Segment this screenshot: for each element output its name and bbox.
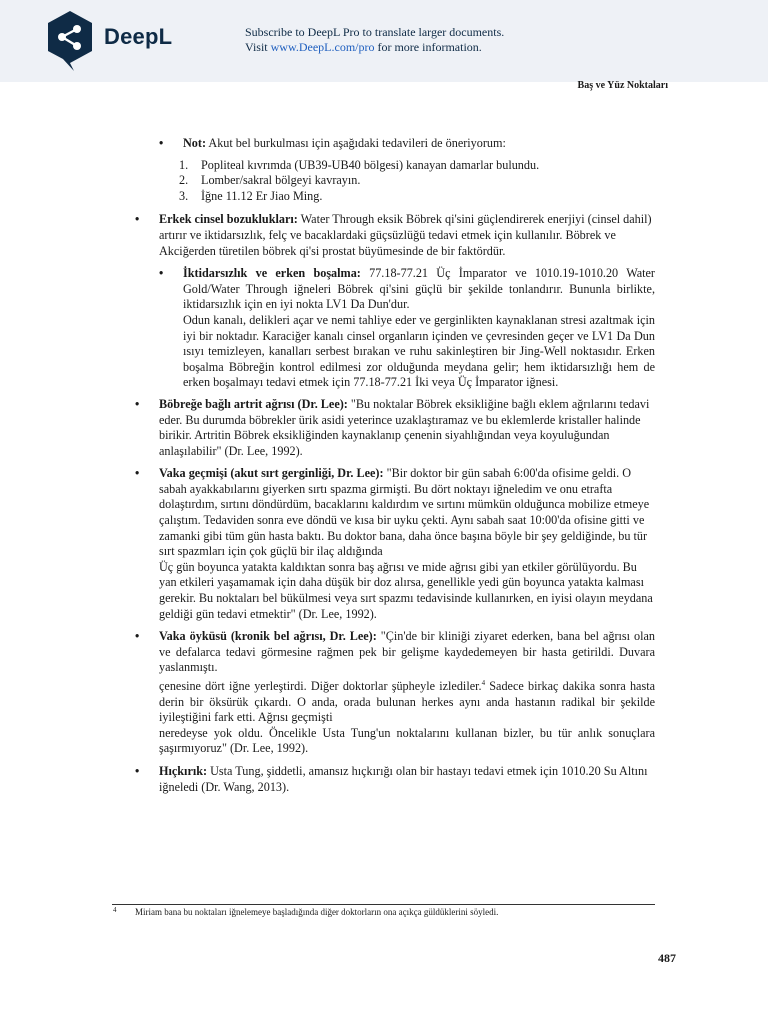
artrit-label: Böbreğe bağlı artrit ağrısı (Dr. Lee): (159, 396, 348, 411)
promo-line-1: Subscribe to DeepL Pro to translate larger documents. (245, 25, 505, 39)
running-head: Baş ve Yüz Noktaları (577, 80, 668, 91)
iktidar-paragraph: • İktidarsızlık ve erken boşalma: 77.18-77.21 Üç İmparator ve 1010.19-1010.20 Water Gold/Water Through iğneleri Böbrek qi'sini güçlü bir şekilde tonlandırır. Bununla birlikte, iktidarsızlık için en iyi nokta LV1 Da Dun'dur. Odun kanalı, delikleri açar ve nemi tahliye eder ve gerginlikten kaynaklanan stresi azaltmak için iyi bir noktadır. Karaciğer kanalı cinsel organların içinden ve çevresinden geçer ve LV1 Da Dun ısıyı temizleyen, kanalları serbest bırakan ve ruhu sakinleştiren bir Jing-Well noktasıdır. Erken boşalma Böbreğin kontrol edilmesi zor olduğunda meydana gelir; hem iktidarsızlığı hem de erken boşalmayı tedavi etmek için 77.18-77.21 İki veya Üç İmparator iğnesi. (159, 266, 655, 391)
promo-line-2: Visit www.DeepL.com/pro for more information. (245, 40, 482, 54)
erkek-label: Erkek cinsel bozuklukları: (159, 212, 298, 227)
list-item: 3. İğne 11.12 Er Jiao Ming. (179, 188, 323, 203)
note-item (159, 136, 655, 152)
footnote-text: Miriam bana bu noktaları iğnelemeye başladığında diğer doktorların ona açıkça güldüklerini söyledi. (135, 907, 499, 917)
deepl-banner (0, 0, 768, 82)
vaka2-paragraph: • Vaka öyküsü (kronik bel ağrısı, Dr. Lee): "Çin'de bir kliniği ziyaret ederken, bana bel ağrısı olan ve defalarca tedavi görmesine rağmen pek bir gelişme kaydedemeyen bir hasta getirildi. Duvara yaslanmıştı. çenesine dört iğne yerleştirdi. Diğer doktorlar şüpheyle izlediler.$^4$ Sadece birkaç dakika sonra hasta derin bir öksürük çıkardı. O anda, orada bulunan herkes aynı anda hastanın radikal bir şekilde iyileştiğini fark etti. Ağrısı geçmişti neredeyse yok oldu. Öncelikle Usta Tung'un noktalarını kullanan bizler, bu tür anlık sonuçlara şaşırmıyoruz" (Dr. Lee, 1992). (135, 629, 655, 757)
note-label: Not: (183, 136, 207, 150)
deepl-logo-icon (46, 10, 94, 72)
footnote-divider (112, 904, 655, 905)
iktidar-label: İktidarsızlık ve erken boşalma: (183, 266, 361, 281)
artrit-paragraph: • Böbreğe bağlı artrit ağrısı (Dr. Lee): "Bu noktalar Böbrek eksikliğine bağlı eklem ağrılarını tedavi eder. Bu durumda böbrekler ürik asidi yeterince uzaklaştıramaz ve bu eklemlerde kristaller halinde birikir. Artritin Böbrek eksikliğinden kaynaklanıp çenenin siyahlığından veya koyuluğundan anlaşılabilir" (Dr. Lee, 1992). (135, 397, 655, 459)
note-text: Akut bel burkulması için aşağıdaki tedavileri de öneriyorum: (206, 136, 506, 150)
promo-text (245, 25, 504, 55)
vaka1-paragraph: • Vaka geçmişi (akut sırt gerginliği, Dr. Lee): "Bir doktor bir gün sabah 6:00'da ofisime geldi. O sabah ayakkabılarını giyerken sırtı spazma girmişti. Bu dört noktayı iğneledim ve onu etrafta dolaştırdım, sırtını döndürdüm, bacaklarını kaldırdım ve sırtını mümkün olduğunca mobilize etmeye çalıştım. Tedaviden sonra eve döndü ve kısa bir uyku çekti. Aynı sabah saat 10:00'da ofisine gitti ve zamanki gibi tüm gün hasta baktı. Bu doktor bana, daha önce başına böyle bir şey geldiğinde, bu tür sırt spazmları için çok güçlü bir ilaç aldığında Üç gün boyunca yatakta kaldıktan sonra baş ağrısı ve mide ağrısı gibi yan etkiler görülüyordu. Bu yan etkileri yaşamamak için daha düşük bir doz alırsa, genellikle yedi gün boyunca yatakta kalması gerekir. Bu noktaları bel bükülmesi veya sırt spazmı tedavisinde kullanırken, en iyisi olayın meydana geldiği gün tedavi etmektir" (Dr. Lee, 1992). (135, 466, 655, 622)
page-number: 487 (658, 951, 676, 965)
deepl-logo-text: DeepL (104, 24, 173, 49)
hickirik-paragraph: • Hıçkırık: Usta Tung, şiddetli, amansız hıçkırığı olan bir hastayı tedavi etmek için 1010.20 Su Altını iğneledi (Dr. Wang, 2013). (135, 764, 655, 795)
footnote-ref[interactable]: 4 (481, 679, 486, 687)
hickirik-label: Hıçkırık: (159, 764, 208, 779)
vaka2-label: Vaka öyküsü (kronik bel ağrısı, Dr. Lee): (159, 629, 377, 644)
document-body (135, 136, 655, 802)
deepl-pro-link[interactable]: www.DeepL.com/pro (270, 40, 375, 54)
footnote-mark: 4 (113, 906, 117, 914)
vaka1-label: Vaka geçmişi (akut sırt gerginliği, Dr. Lee): (159, 466, 384, 481)
list-item: 1. Popliteal kıvrımda (UB39-UB40 bölgesi) kanayan damarlar bulundu. (179, 157, 540, 172)
erkek-paragraph: • Erkek cinsel bozuklukları: Water Through eksik Böbrek qi'sini güçlendirerek enerjiyi (cinsel dahil) artırır ve iktidarsızlık, felç ve bacaklardaki güçsüzlüğü tedavi etmek için kullanılır. Böbrek ve Akciğerden türetilen böbrek qi'si prostat büyümesinde de bir faktördür. (135, 212, 655, 259)
note-list (179, 158, 655, 205)
list-item: 2. Lomber/sakral bölgeyi kavrayın. (179, 173, 361, 188)
